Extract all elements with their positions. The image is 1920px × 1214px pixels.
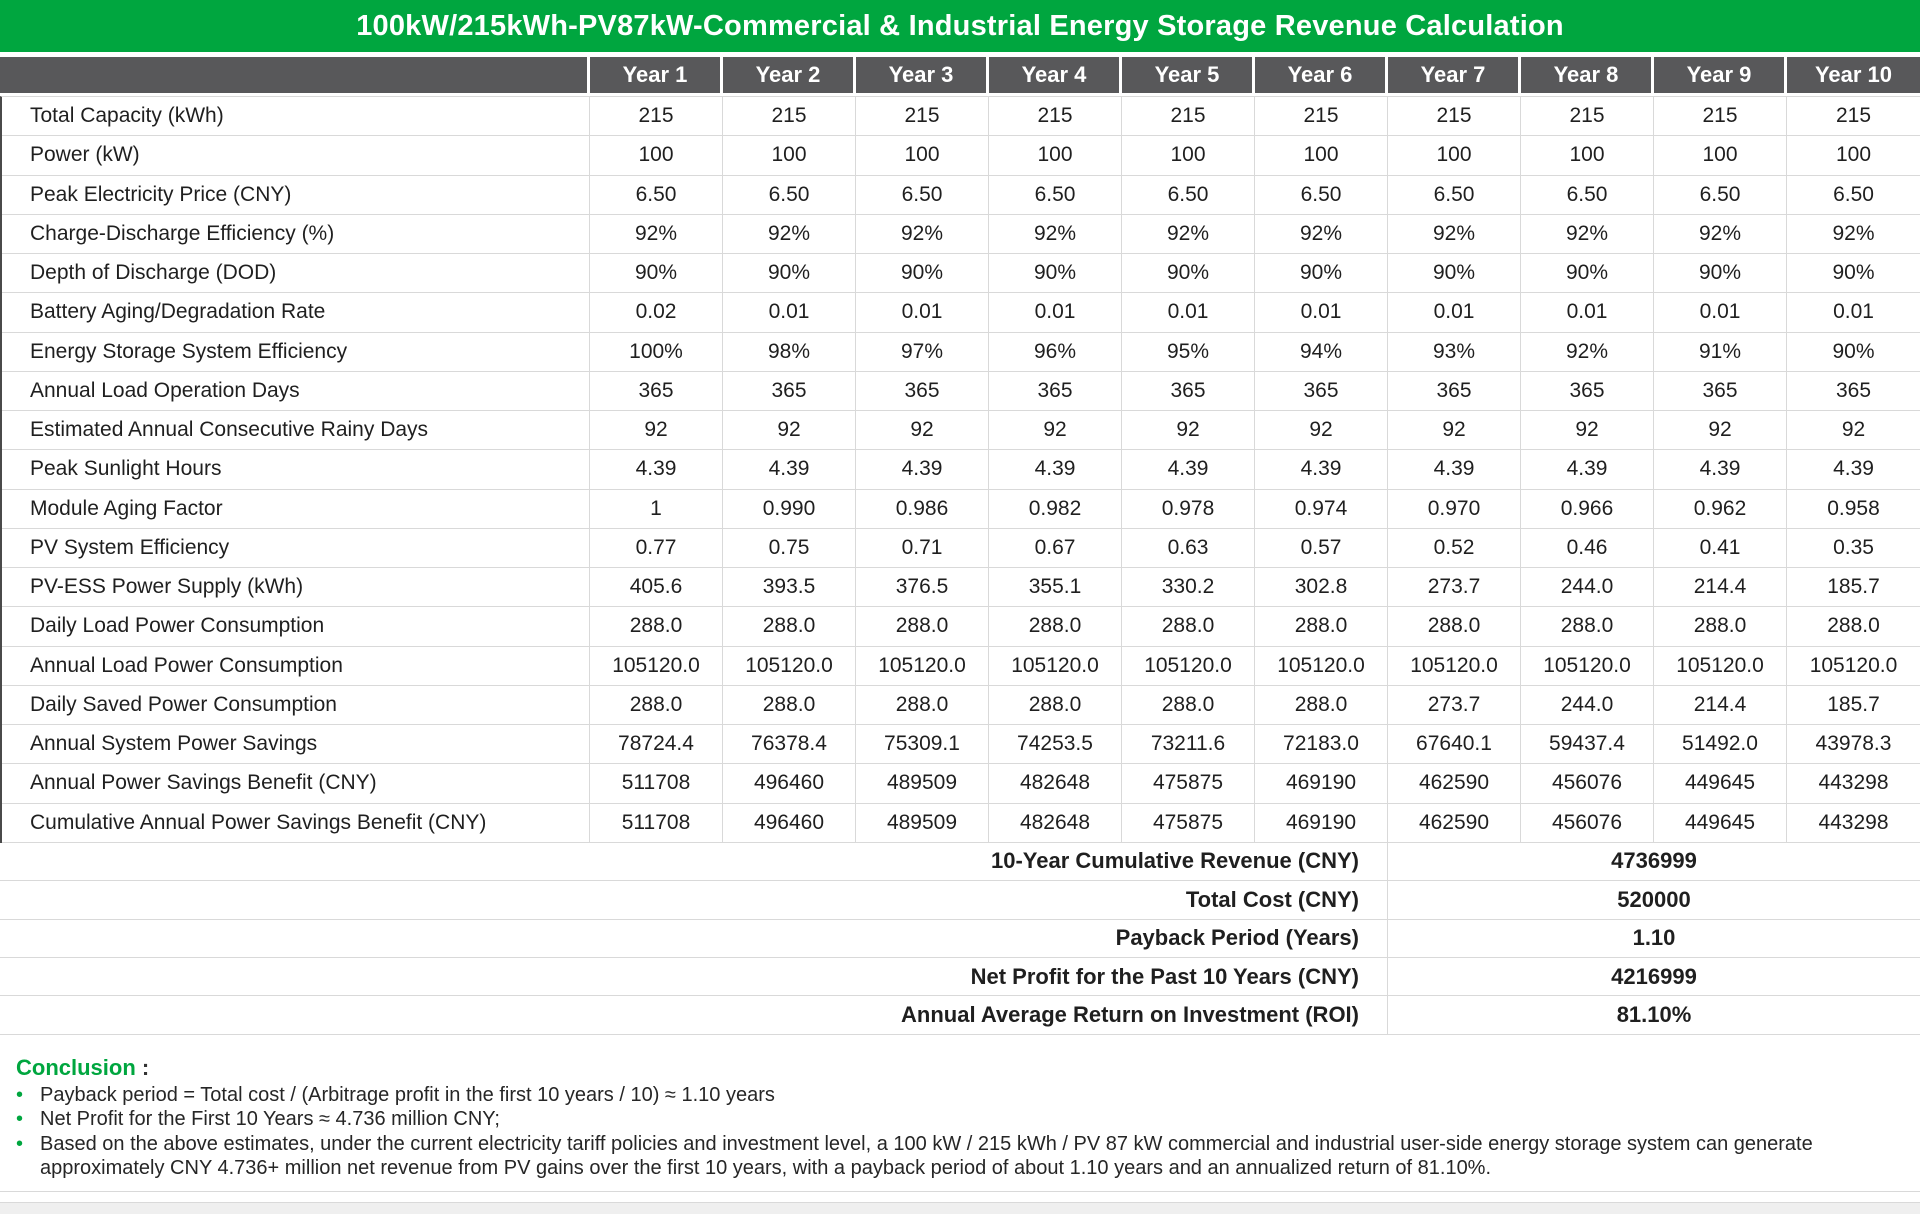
value-cell: 0.01 — [1833, 300, 1874, 324]
value-cell: 215 — [1255, 97, 1388, 135]
value-cell: 105120.0 — [989, 647, 1122, 685]
table-row — [2, 97, 1920, 136]
summary-row — [0, 843, 1920, 881]
value-cell: 92 — [1388, 411, 1521, 449]
conclusion-bullet — [16, 1132, 1904, 1181]
table-row — [2, 529, 1920, 568]
row-label: Daily Saved Power Consumption — [2, 686, 590, 724]
value-cell: 365 — [1388, 372, 1521, 410]
value-cell: 92% — [723, 215, 856, 253]
row-label: Peak Sunlight Hours — [2, 450, 590, 488]
value-cell: 0.41 — [1654, 529, 1787, 567]
conclusion-heading — [16, 1055, 1904, 1081]
value-cell: 393.5 — [723, 568, 856, 606]
value-cell: 469190 — [1255, 764, 1388, 802]
value-cell: 76378.4 — [723, 725, 856, 763]
row-label: PV-ESS Power Supply (kWh) — [2, 568, 590, 606]
table-header-row — [0, 57, 1920, 93]
value-cell: 365 — [856, 372, 989, 410]
value-cell: 288.0 — [1521, 607, 1654, 645]
row-label: Power (kW) — [2, 136, 590, 174]
value-cell: 100% — [590, 333, 723, 371]
value-cell: 469190 — [1255, 804, 1388, 842]
value-cell: 288.0 — [590, 686, 723, 724]
value-cell: 100 — [723, 136, 856, 174]
row-label: Daily Load Power Consumption — [2, 607, 590, 645]
value-cell: 0.962 — [1654, 490, 1787, 528]
summary-label: Total Cost (CNY) — [0, 881, 1388, 918]
value-cell: 75309.1 — [856, 725, 989, 763]
summary-label: Annual Average Return on Investment (ROI) — [0, 996, 1388, 1033]
row-label: Annual Load Power Consumption — [2, 647, 590, 685]
value-cell: 92% — [1122, 215, 1255, 253]
row-label: Energy Storage System Efficiency — [2, 333, 590, 371]
value-cell: 100 — [1654, 136, 1787, 174]
summary-label: Net Profit for the Past 10 Years (CNY) — [0, 958, 1388, 995]
value-cell: 449645 — [1654, 804, 1787, 842]
table-row — [2, 764, 1920, 803]
value-cell: 4.39 — [856, 450, 989, 488]
value-cell: 6.50 — [989, 176, 1122, 214]
value-cell: 92% — [1832, 221, 1875, 245]
row-label: Depth of Discharge (DOD) — [2, 254, 590, 292]
table-row — [2, 333, 1920, 372]
bullet-dot-icon: • — [16, 1083, 24, 1106]
value-cell: 94% — [1255, 333, 1388, 371]
table-row — [2, 647, 1920, 686]
value-cell: 482648 — [989, 804, 1122, 842]
value-cell: 100 — [1388, 136, 1521, 174]
value-cell: 105120.0 — [1809, 653, 1898, 677]
row-label: Module Aging Factor — [2, 490, 590, 528]
value-cell: 6.50 — [1521, 176, 1654, 214]
row-label: Annual System Power Savings — [2, 725, 590, 763]
value-cell: 90% — [856, 254, 989, 292]
value-cell: 475875 — [1122, 804, 1255, 842]
summary-row — [0, 881, 1920, 919]
value-cell: 273.7 — [1388, 686, 1521, 724]
value-cell: 90% — [590, 254, 723, 292]
value-cell: 456076 — [1521, 764, 1654, 802]
value-cell: 302.8 — [1255, 568, 1388, 606]
value-cell: 4.39 — [1255, 450, 1388, 488]
summary-row — [0, 958, 1920, 996]
value-cell: 92 — [856, 411, 989, 449]
value-cell: 365 — [1521, 372, 1654, 410]
conclusion-bullet-list — [16, 1083, 1904, 1181]
value-cell: 288.0 — [1827, 614, 1880, 638]
row-label-column-header — [0, 57, 590, 93]
value-cell: 288.0 — [1255, 607, 1388, 645]
value-cell: 288.0 — [590, 607, 723, 645]
table-row — [2, 411, 1920, 450]
conclusion-heading-colon: : — [141, 1054, 150, 1080]
year-column-header: Year 7 — [1388, 57, 1521, 93]
row-label: Total Capacity (kWh) — [2, 97, 590, 135]
row-label: Battery Aging/Degradation Rate — [2, 293, 590, 331]
value-cell: 365 — [1654, 372, 1787, 410]
value-cell: 244.0 — [1521, 568, 1654, 606]
value-cell: 0.57 — [1255, 529, 1388, 567]
table-row — [2, 136, 1920, 175]
value-cell: 92 — [1122, 411, 1255, 449]
value-cell: 6.50 — [1654, 176, 1787, 214]
value-cell: 92% — [1521, 333, 1654, 371]
value-cell: 93% — [1388, 333, 1521, 371]
value-cell: 0.02 — [590, 293, 723, 331]
row-label: Estimated Annual Consecutive Rainy Days — [2, 411, 590, 449]
value-cell: 4.39 — [723, 450, 856, 488]
summary-label: Payback Period (Years) — [0, 920, 1388, 957]
value-cell: 98% — [723, 333, 856, 371]
value-cell: 100 — [590, 136, 723, 174]
value-cell: 489509 — [856, 804, 989, 842]
value-cell: 6.50 — [1122, 176, 1255, 214]
value-cell: 92% — [1654, 215, 1787, 253]
summary-value: 4216999 — [1611, 963, 1697, 989]
value-cell: 90% — [1832, 339, 1875, 363]
value-cell: 215 — [1654, 97, 1787, 135]
row-label: Peak Electricity Price (CNY) — [2, 176, 590, 214]
value-cell: 0.01 — [989, 293, 1122, 331]
value-cell: 97% — [856, 333, 989, 371]
value-cell: 0.67 — [989, 529, 1122, 567]
value-cell: 365 — [1122, 372, 1255, 410]
value-cell: 215 — [1122, 97, 1255, 135]
value-cell: 4.39 — [1833, 457, 1874, 481]
summary-value: 81.10% — [1616, 1002, 1692, 1027]
table-row — [2, 607, 1920, 646]
value-cell: 288.0 — [1122, 607, 1255, 645]
value-cell: 0.77 — [590, 529, 723, 567]
year-column-header: Year 4 — [989, 57, 1122, 93]
value-cell: 0.966 — [1521, 490, 1654, 528]
value-cell: 0.01 — [723, 293, 856, 331]
row-label: Annual Load Operation Days — [2, 372, 590, 410]
value-cell: 90% — [1832, 261, 1875, 285]
value-cell: 6.50 — [856, 176, 989, 214]
table-row — [2, 804, 1920, 843]
value-cell: 100 — [1835, 143, 1872, 167]
value-cell: 0.01 — [856, 293, 989, 331]
value-cell: 185.7 — [1827, 575, 1880, 599]
value-cell: 215 — [989, 97, 1122, 135]
row-label: Cumulative Annual Power Savings Benefit (CNY) — [2, 804, 590, 842]
table-row — [2, 254, 1920, 293]
value-cell: 90% — [1388, 254, 1521, 292]
value-cell: 105120.0 — [723, 647, 856, 685]
summary-value: 520000 — [1617, 886, 1691, 912]
value-cell: 405.6 — [590, 568, 723, 606]
value-cell: 92% — [590, 215, 723, 253]
table-row — [2, 490, 1920, 529]
value-cell: 482648 — [989, 764, 1122, 802]
value-cell: 105120.0 — [590, 647, 723, 685]
value-cell: 72183.0 — [1255, 725, 1388, 763]
value-cell: 6.50 — [723, 176, 856, 214]
value-cell: 365 — [723, 372, 856, 410]
summary-label: 10-Year Cumulative Revenue (CNY) — [0, 843, 1388, 880]
table-body — [0, 96, 1920, 843]
value-cell: 365 — [590, 372, 723, 410]
value-cell: 0.01 — [1654, 293, 1787, 331]
value-cell: 4.39 — [989, 450, 1122, 488]
value-cell: 96% — [989, 333, 1122, 371]
value-cell: 92% — [989, 215, 1122, 253]
value-cell: 92 — [1654, 411, 1787, 449]
summary-row — [0, 920, 1920, 958]
value-cell: 1 — [590, 490, 723, 528]
value-cell: 365 — [1255, 372, 1388, 410]
value-cell: 100 — [989, 136, 1122, 174]
table-row — [2, 450, 1920, 489]
value-cell: 105120.0 — [1654, 647, 1787, 685]
value-cell: 288.0 — [723, 607, 856, 645]
value-cell: 6.50 — [1833, 182, 1874, 206]
value-cell: 0.970 — [1388, 490, 1521, 528]
value-cell: 0.52 — [1388, 529, 1521, 567]
value-cell: 288.0 — [989, 686, 1122, 724]
conclusion-bullet — [16, 1107, 1904, 1132]
value-cell: 105120.0 — [1122, 647, 1255, 685]
value-cell: 0.974 — [1255, 490, 1388, 528]
value-cell: 6.50 — [1255, 176, 1388, 214]
value-cell: 105120.0 — [1388, 647, 1521, 685]
value-cell: 0.01 — [1122, 293, 1255, 331]
row-label: PV System Efficiency — [2, 529, 590, 567]
value-cell: 90% — [1521, 254, 1654, 292]
value-cell: 92 — [1255, 411, 1388, 449]
value-cell: 0.71 — [856, 529, 989, 567]
value-cell: 51492.0 — [1654, 725, 1787, 763]
table-row — [2, 568, 1920, 607]
value-cell: 91% — [1654, 333, 1787, 371]
value-cell: 92 — [1521, 411, 1654, 449]
table-row — [2, 176, 1920, 215]
conclusion-heading-label: Conclusion — [16, 1054, 136, 1080]
value-cell: 0.01 — [1255, 293, 1388, 331]
page-title: 100kW/215kWh-PV87kW-Commercial & Industrial Energy Storage Revenue Calculation — [0, 0, 1920, 52]
value-cell: 105120.0 — [1521, 647, 1654, 685]
bullet-dot-icon: • — [16, 1132, 24, 1155]
value-cell: 100 — [1255, 136, 1388, 174]
value-cell: 215 — [1835, 104, 1872, 128]
year-column-header: Year 6 — [1255, 57, 1388, 93]
value-cell: 456076 — [1521, 804, 1654, 842]
value-cell: 443298 — [1818, 771, 1889, 795]
value-cell: 0.35 — [1833, 535, 1874, 559]
value-cell: 273.7 — [1388, 568, 1521, 606]
value-cell: 214.4 — [1654, 686, 1787, 724]
value-cell: 496460 — [723, 764, 856, 802]
value-cell: 215 — [1521, 97, 1654, 135]
row-label: Charge-Discharge Efficiency (%) — [2, 215, 590, 253]
value-cell: 288.0 — [1654, 607, 1787, 645]
summary-value: 1.10 — [1632, 925, 1676, 951]
value-cell: 67640.1 — [1388, 725, 1521, 763]
conclusion-bullet — [16, 1083, 1904, 1108]
value-cell: 330.2 — [1122, 568, 1255, 606]
value-cell: 244.0 — [1521, 686, 1654, 724]
value-cell: 215 — [723, 97, 856, 135]
value-cell: 90% — [989, 254, 1122, 292]
value-cell: 0.982 — [989, 490, 1122, 528]
year-column-header: Year 10 — [1787, 57, 1920, 93]
value-cell: 215 — [590, 97, 723, 135]
bullet-dot-icon: • — [16, 1108, 24, 1131]
value-cell: 288.0 — [1255, 686, 1388, 724]
value-cell: 0.01 — [1521, 293, 1654, 331]
value-cell: 288.0 — [856, 607, 989, 645]
value-cell: 215 — [856, 97, 989, 135]
value-cell: 489509 — [856, 764, 989, 802]
value-cell: 0.958 — [1827, 496, 1880, 520]
summary-row — [0, 996, 1920, 1034]
summary-section — [0, 843, 1920, 1035]
value-cell: 74253.5 — [989, 725, 1122, 763]
table-row — [2, 293, 1920, 332]
value-cell: 105120.0 — [1255, 647, 1388, 685]
value-cell: 462590 — [1388, 764, 1521, 802]
value-cell: 0.46 — [1521, 529, 1654, 567]
value-cell: 90% — [723, 254, 856, 292]
value-cell: 475875 — [1122, 764, 1255, 802]
year-column-header: Year 9 — [1654, 57, 1787, 93]
value-cell: 92% — [1521, 215, 1654, 253]
bullet-text: Payback period = Total cost / (Arbitrage profit in the first 10 years / 10) ≈ 1.10 years — [40, 1083, 775, 1106]
value-cell: 92% — [1388, 215, 1521, 253]
value-cell: 92% — [1255, 215, 1388, 253]
value-cell: 4.39 — [1388, 450, 1521, 488]
value-cell: 0.986 — [856, 490, 989, 528]
value-cell: 0.01 — [1388, 293, 1521, 331]
value-cell: 288.0 — [1122, 686, 1255, 724]
bullet-text: Net Profit for the First 10 Years ≈ 4.736 million CNY; — [40, 1108, 500, 1131]
value-cell: 92% — [856, 215, 989, 253]
value-cell: 92 — [590, 411, 723, 449]
value-cell: 95% — [1122, 333, 1255, 371]
value-cell: 105120.0 — [856, 647, 989, 685]
value-cell: 215 — [1388, 97, 1521, 135]
year-column-header: Year 3 — [856, 57, 989, 93]
value-cell: 288.0 — [723, 686, 856, 724]
value-cell: 0.63 — [1122, 529, 1255, 567]
year-column-header: Year 5 — [1122, 57, 1255, 93]
value-cell: 6.50 — [590, 176, 723, 214]
value-cell: 4.39 — [1654, 450, 1787, 488]
value-cell: 90% — [1654, 254, 1787, 292]
value-cell: 462590 — [1388, 804, 1521, 842]
value-cell: 4.39 — [1122, 450, 1255, 488]
value-cell: 78724.4 — [590, 725, 723, 763]
value-cell: 496460 — [723, 804, 856, 842]
value-cell: 355.1 — [989, 568, 1122, 606]
year-column-header: Year 8 — [1521, 57, 1654, 93]
value-cell: 92 — [723, 411, 856, 449]
value-cell: 73211.6 — [1122, 725, 1255, 763]
value-cell: 90% — [1122, 254, 1255, 292]
value-cell: 443298 — [1818, 810, 1889, 834]
value-cell: 511708 — [590, 804, 723, 842]
value-cell: 6.50 — [1388, 176, 1521, 214]
value-cell: 365 — [1835, 378, 1872, 402]
table-row — [2, 215, 1920, 254]
value-cell: 92 — [1841, 418, 1866, 442]
bottom-edge-strip — [0, 1202, 1920, 1214]
conclusion-section — [0, 1051, 1920, 1192]
value-cell: 100 — [1122, 136, 1255, 174]
value-cell: 376.5 — [856, 568, 989, 606]
value-cell: 365 — [989, 372, 1122, 410]
value-cell: 0.978 — [1122, 490, 1255, 528]
table-row — [2, 372, 1920, 411]
value-cell: 0.990 — [723, 490, 856, 528]
summary-value: 4736999 — [1611, 848, 1697, 874]
value-cell: 90% — [1255, 254, 1388, 292]
table-row — [2, 725, 1920, 764]
value-cell: 288.0 — [989, 607, 1122, 645]
value-cell: 288.0 — [1388, 607, 1521, 645]
year-column-header: Year 2 — [723, 57, 856, 93]
value-cell: 511708 — [590, 764, 723, 802]
value-cell: 0.75 — [723, 529, 856, 567]
value-cell: 92 — [989, 411, 1122, 449]
value-cell: 214.4 — [1654, 568, 1787, 606]
value-cell: 449645 — [1654, 764, 1787, 802]
value-cell: 100 — [856, 136, 989, 174]
table-row — [2, 686, 1920, 725]
value-cell: 43978.3 — [1815, 732, 1892, 756]
value-cell: 59437.4 — [1521, 725, 1654, 763]
row-label: Annual Power Savings Benefit (CNY) — [2, 764, 590, 802]
year-column-header: Year 1 — [590, 57, 723, 93]
value-cell: 4.39 — [590, 450, 723, 488]
value-cell: 185.7 — [1827, 692, 1880, 716]
value-cell: 4.39 — [1521, 450, 1654, 488]
value-cell: 288.0 — [856, 686, 989, 724]
value-cell: 100 — [1521, 136, 1654, 174]
bullet-text: Based on the above estimates, under the current electricity tariff policies and investment level, a 100 kW / 215 kWh / PV 87 kW commercial and industrial user-side energy storage system can generate approximately CNY 4.736+ million net revenue from PV gains over the first 10 years, with a payback period of about 1.10 years and an annualized return of 81.10%. — [40, 1132, 1813, 1180]
